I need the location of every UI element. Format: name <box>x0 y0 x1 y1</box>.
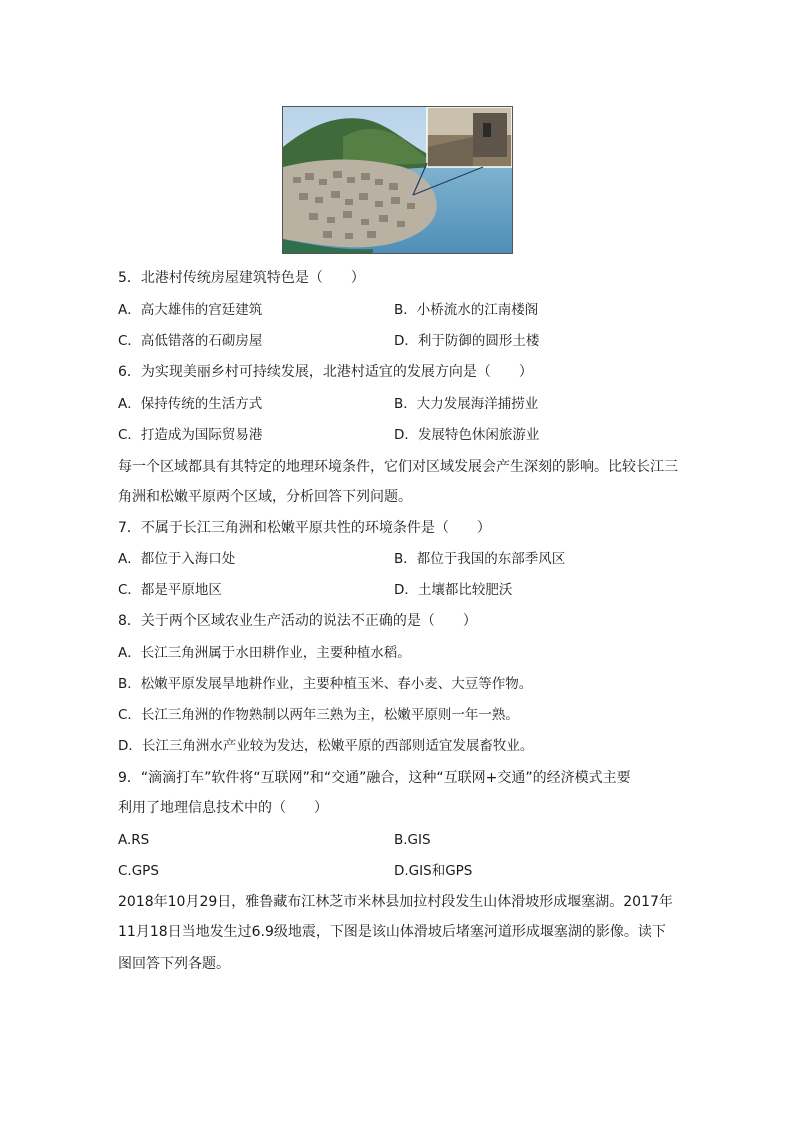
q6-stem: 6．为实现美丽乡村可持续发展，北港村适宜的发展方向是（ ） <box>118 364 533 380</box>
q6-option-b[interactable]: B．大力发展海洋捕捞业 <box>394 396 539 412</box>
q9-option-b[interactable]: B.GIS <box>394 832 431 848</box>
q9-stem-line-2: 利用了地理信息技术中的（ ） <box>118 800 328 816</box>
q7-option-a[interactable]: A．都位于入海口处 <box>118 551 236 567</box>
passage2-line-1: 2018年10月29日，雅鲁藏布江林芝市米林县加拉村段发生山体滑坡形成堰塞湖。2017年 <box>118 894 673 910</box>
q9-option-d[interactable]: D.GIS和GPS <box>394 863 473 879</box>
q9-option-a[interactable]: A.RS <box>118 832 150 848</box>
q5-option-b[interactable]: B．小桥流水的江南楼阁 <box>394 302 539 318</box>
q5-option-c[interactable]: C．高低错落的石砌房屋 <box>118 333 263 349</box>
passage2-line-3: 图回答下列各题。 <box>118 956 230 972</box>
q8-option-b[interactable]: B．松嫩平原发展旱地耕作业，主要种植玉米、春小麦、大豆等作物。 <box>118 676 533 692</box>
q8-option-d[interactable]: D．长江三角洲水产业较为发达，松嫩平原的西部则适宜发展畜牧业。 <box>118 738 534 754</box>
q5-option-a[interactable]: A．高大雄伟的宫廷建筑 <box>118 302 263 318</box>
q7-option-d[interactable]: D．土壤都比较肥沃 <box>394 582 513 598</box>
q7-option-b[interactable]: B．都位于我国的东部季风区 <box>394 551 566 567</box>
q6-option-a[interactable]: A．保持传统的生活方式 <box>118 396 263 412</box>
q7-stem: 7．不属于长江三角洲和松嫩平原共性的环境条件是（ ） <box>118 520 491 536</box>
q6-option-d[interactable]: D．发展特色休闲旅游业 <box>394 427 540 443</box>
q5-stem: 5．北港村传统房屋建筑特色是（ ） <box>118 270 365 286</box>
q9-stem-line-1: 9．“滴滴打车”软件将“互联网”和“交通”融合，这种“互联网+交通”的经济模式主要 <box>118 770 631 786</box>
q8-option-c[interactable]: C．长江三角洲的作物熟制以两年三熟为主，松嫩平原则一年一熟。 <box>118 707 519 723</box>
passage1-line-2: 角洲和松嫩平原两个区域，分析回答下列问题。 <box>118 489 412 505</box>
q8-option-a[interactable]: A．长江三角洲属于水田耕作业，主要种植水稻。 <box>118 645 411 661</box>
q8-stem: 8．关于两个区域农业生产活动的说法不正确的是（ ） <box>118 613 477 629</box>
passage1-line-1: 每一个区域都具有其特定的地理环境条件，它们对区域发展会产生深刻的影响。比较长江三 <box>118 459 678 475</box>
q6-option-c[interactable]: C．打造成为国际贸易港 <box>118 427 263 443</box>
passage2-line-2: 11月18日当地发生过6.9级地震，下图是该山体滑坡后堵塞河道形成堰塞湖的影像。读下 <box>118 924 666 940</box>
village-photo <box>282 106 513 254</box>
q5-option-d[interactable]: D．利于防御的圆形土楼 <box>394 333 540 349</box>
q7-option-c[interactable]: C．都是平原地区 <box>118 582 222 598</box>
q9-option-c[interactable]: C.GPS <box>118 863 159 879</box>
